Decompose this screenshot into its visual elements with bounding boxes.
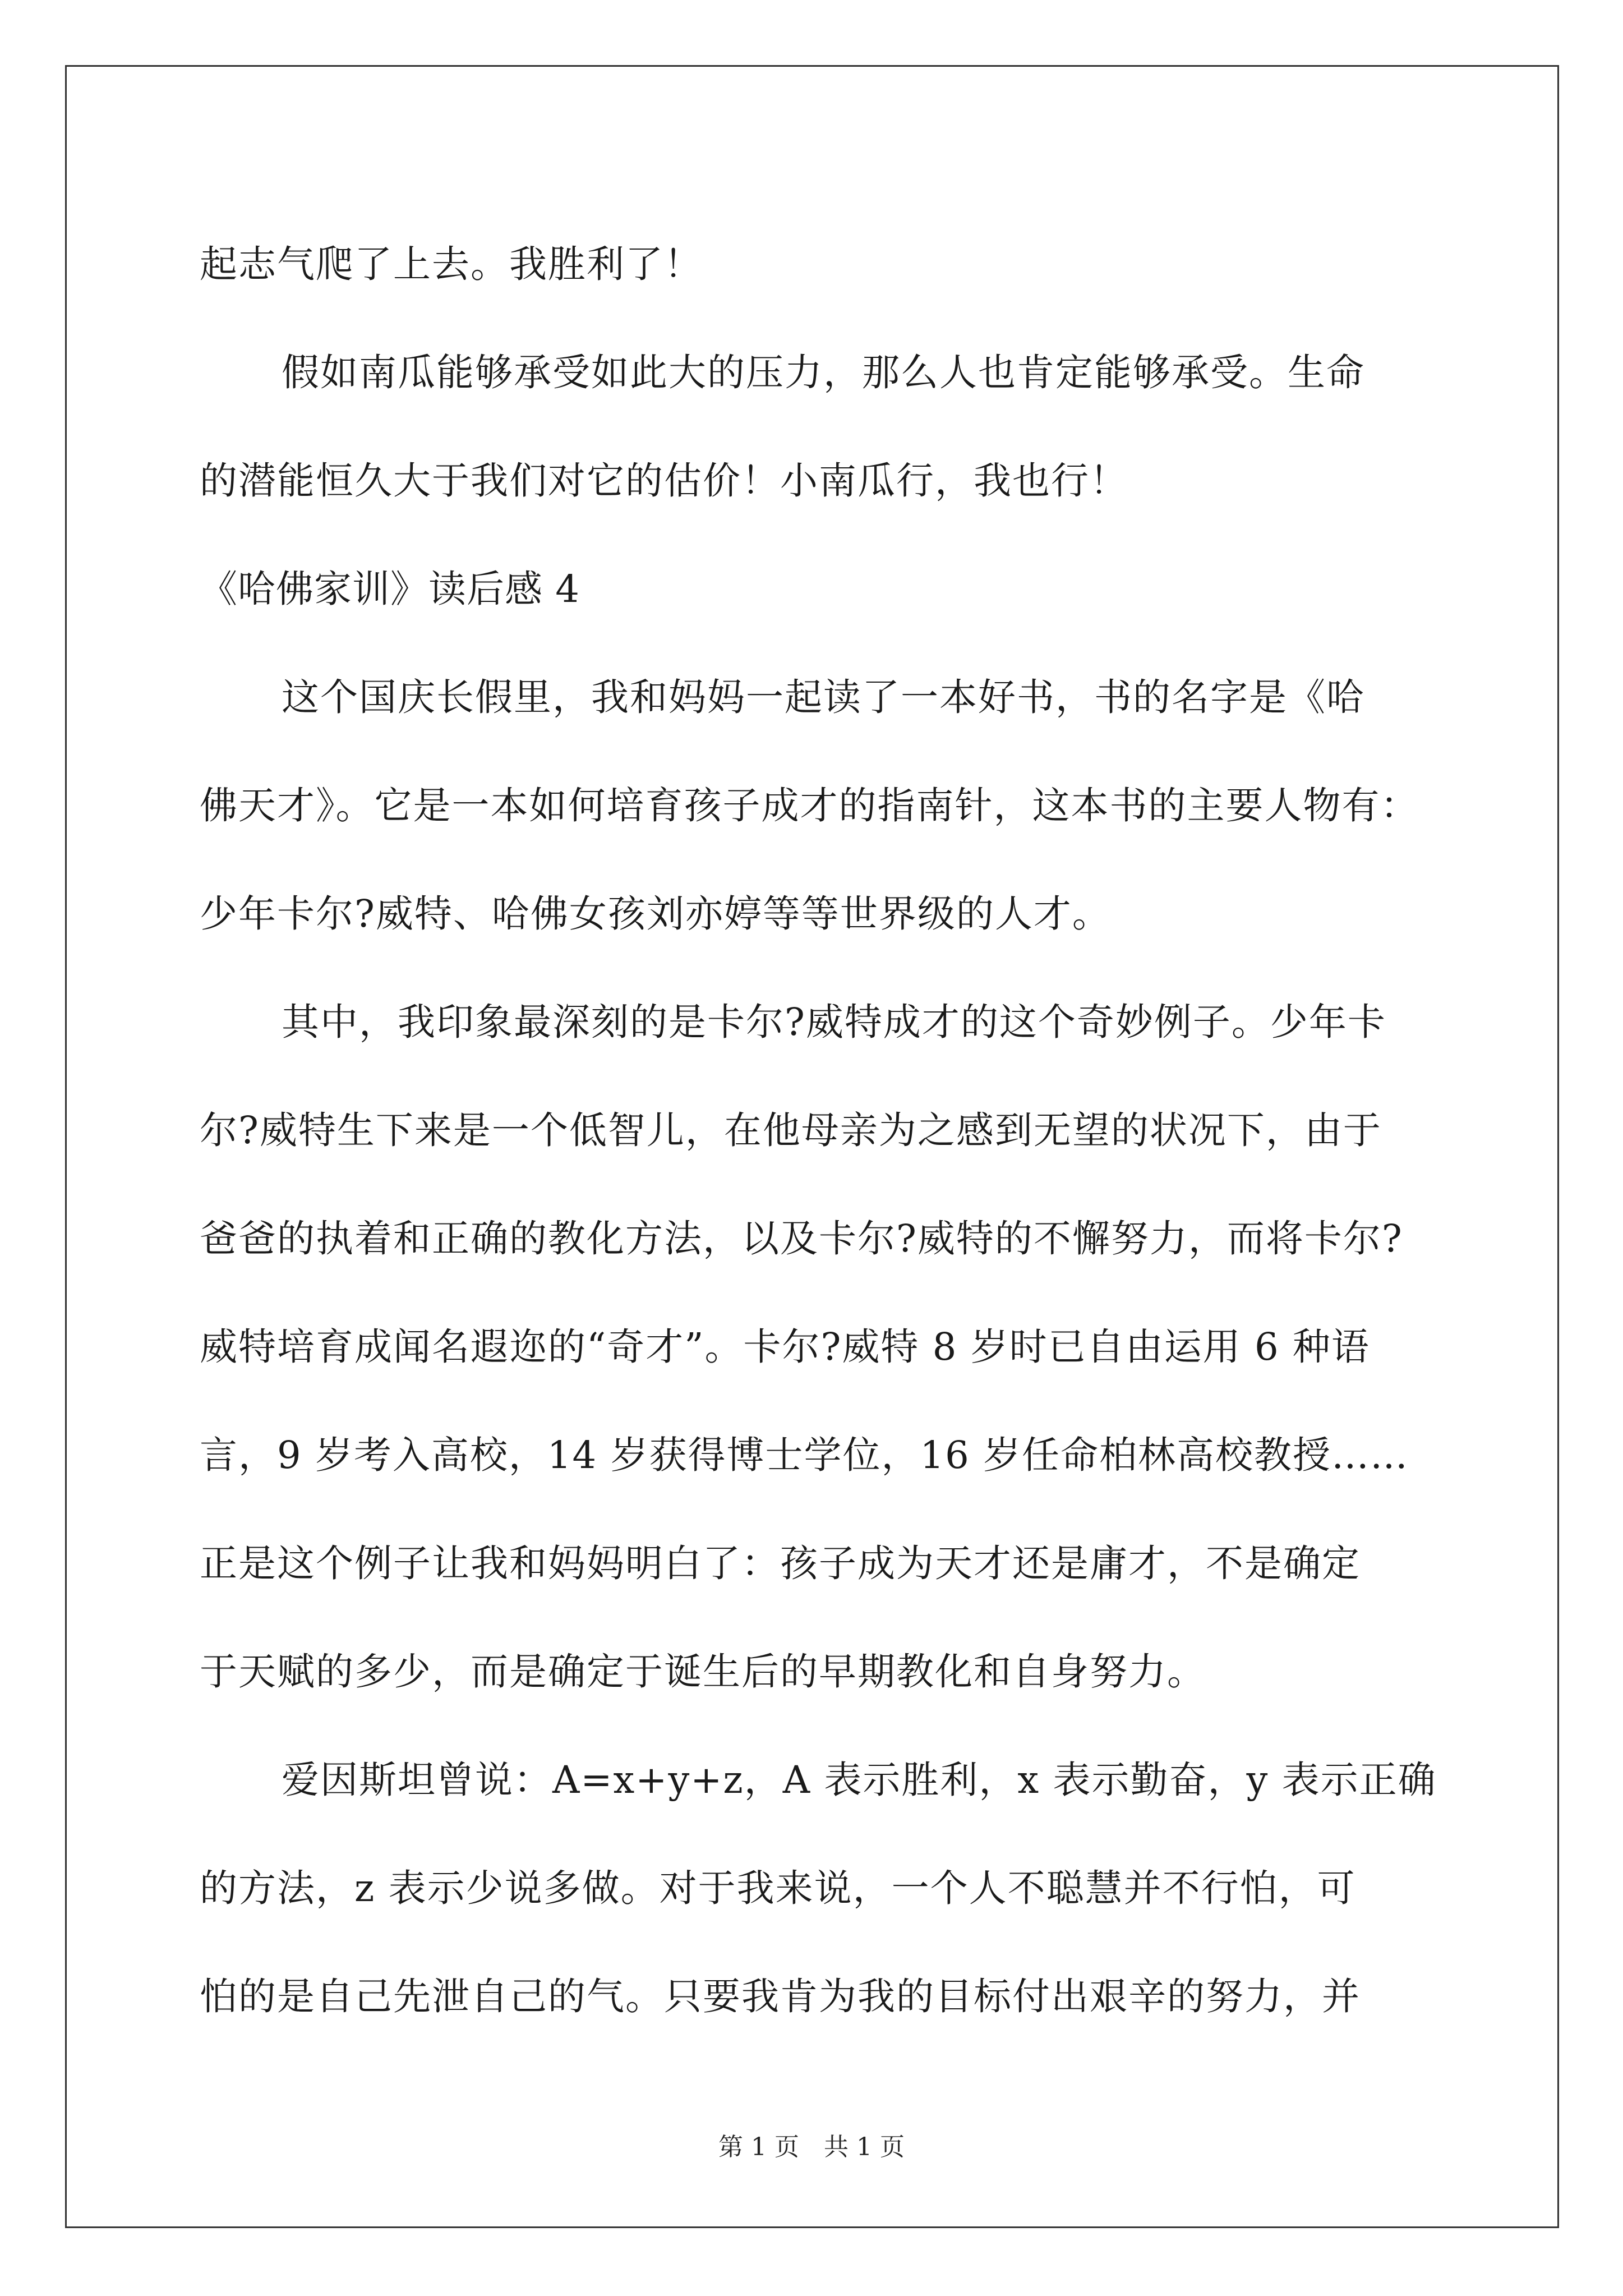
paragraph-start-line: 这个国庆长假里，我和妈妈一起读了一本好书，书的名字是《哈	[282, 675, 1365, 719]
text-line: 尔?威特生下来是一个低智儿，在他母亲为之感到无望的状况下，由于	[200, 1108, 1382, 1152]
text-line: 少年卡尔?威特、哈佛女孩刘亦婷等等世界级的人才。	[200, 892, 1111, 936]
text-line: 爸爸的执着和正确的教化方法，以及卡尔?威特的不懈努力，而将卡尔?	[200, 1217, 1403, 1260]
text-line: 佛天才》。它是一本如何培育孩子成才的指南针，这本书的主要人物有：	[200, 784, 1419, 827]
text-line: 威特培育成闻名遐迩的“奇才”。卡尔?威特 8 岁时已自由运用 6 种语	[200, 1325, 1370, 1369]
paragraph-start-line: 爱因斯坦曾说：A=x+y+z，A 表示胜利，x 表示勤奋，y 表示正确	[282, 1758, 1437, 1802]
text-line: 的潜能恒久大于我们对它的估价！小南瓜行，我也行！	[200, 459, 1128, 503]
section-heading: 《哈佛家训》读后感 4	[200, 567, 580, 611]
document-body	[200, 210, 1437, 2051]
paragraph-start-line: 其中，我印象最深刻的是卡尔?威特成才的这个奇妙例子。少年卡	[282, 1000, 1386, 1044]
text-line: 正是这个例子让我和妈妈明白了：孩子成为天才还是庸才，不是确定	[200, 1542, 1361, 1585]
text-line: 的方法，z 表示少说多做。对于我来说，一个人不聪慧并不行怕，可	[200, 1866, 1356, 1910]
text-line: 于天赋的多少，而是确定于诞生后的早期教化和自身努力。	[200, 1650, 1206, 1694]
text-line: 怕的是自己先泄自己的气。只要我肯为我的目标付出艰辛的努力，并	[200, 1975, 1361, 2018]
text-line: 言，9 岁考入高校，14 岁获得博士学位，16 岁任命柏林高校教授……	[200, 1433, 1409, 1477]
text-line: 起志气爬了上去。我胜利了！	[200, 242, 703, 286]
page-number-footer: 第 1 页 共 1 页	[718, 2133, 905, 2161]
paragraph-start-line: 假如南瓜能够承受如此大的压力，那么人也肯定能够承受。生命	[282, 351, 1365, 394]
